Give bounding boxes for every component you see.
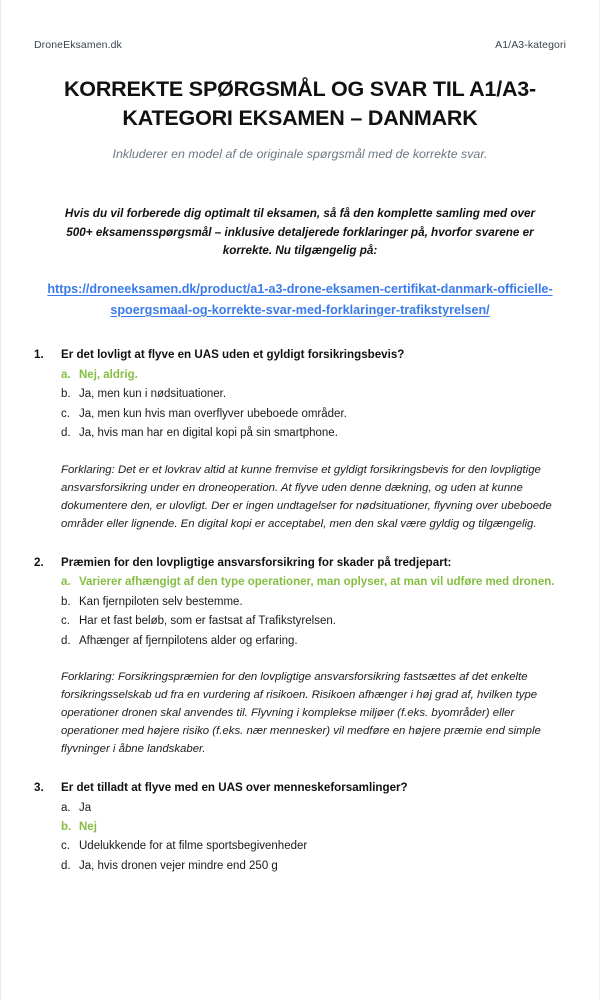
answer-option-correct[interactable] [61, 818, 566, 837]
answer-option[interactable] [61, 424, 566, 443]
question-list [34, 346, 566, 876]
product-link[interactable]: https://droneeksamen.dk/product/a1-a3-drone-eksamen-certifikat-danmark-officielle-spoergsmaal-og-korrekte-svar-med-forklaringer-trafikstyrelsen/ [47, 282, 553, 317]
header-category-label: A1/A3-kategori [495, 39, 566, 51]
question-text: Er det lovligt at flyve en UAS uden et gyldigt forsikringsbevis? [61, 348, 405, 362]
question-block [34, 779, 566, 876]
answer-option-letter: a. [61, 576, 71, 589]
answer-option-list [61, 366, 566, 444]
answer-option-text: Ja, hvis man har en digital kopi på sin smartphone. [79, 427, 338, 440]
answer-option-text: Har et fast beløb, som er fastsat af Trafikstyrelsen. [79, 615, 336, 628]
answer-option-text: Kan fjernpiloten selv bestemme. [79, 595, 243, 608]
answer-option[interactable] [61, 632, 566, 651]
answer-option[interactable] [61, 857, 566, 876]
answer-option-text: Ja, men kun i nødsituationer. [79, 388, 227, 401]
answer-option-text: Ja [79, 801, 92, 814]
answer-option-text: Ja, men kun hvis man overflyver ubeboede områder. [79, 407, 347, 420]
question-block [34, 346, 566, 553]
answer-option-text: Nej [79, 820, 97, 833]
answer-option-letter: b. [61, 388, 71, 401]
page-title: KORREKTE SPØRGSMÅL OG SVAR TIL A1/A3-KATEGORI EKSAMEN – DANMARK [63, 77, 537, 130]
question-heading [34, 554, 566, 571]
answer-option[interactable] [61, 799, 566, 818]
answer-option[interactable] [61, 612, 566, 631]
block-spacer [34, 533, 566, 554]
answer-option-letter: a. [61, 368, 71, 381]
explanation-text: Forklaring: Det er et lovkrav altid at kunne fremvise et gyldigt forsikringsbevis for den lovpligtige ansvarsforsikring under en droneoperation. At flyve uden denne dækning, og uden at kunne dokumentere den, er ulovligt. Der er ingen undtagelser for nødsituationer, flyvning over ubeboede områder eller lignende. En digital kopi er acceptabel, men den skal være gyldig og tilgængelig. [61, 463, 552, 530]
question-number: 3. [34, 781, 44, 795]
answer-option[interactable] [61, 837, 566, 856]
page-subtitle: Inkluderer en model af de originale spørgsmål med de korrekte svar. [112, 147, 488, 162]
answer-option-text: Afhænger af fjernpilotens alder og erfaring. [79, 634, 298, 647]
answer-option[interactable] [61, 405, 566, 424]
question-text: Er det tilladt at flyve med en UAS over menneskeforsamlinger? [61, 781, 408, 795]
answer-option-correct[interactable] [61, 573, 566, 592]
answer-option-letter: d. [61, 859, 71, 872]
answer-option-letter: d. [61, 427, 71, 440]
header-site-name: DroneEksamen.dk [34, 39, 122, 51]
answer-option-list [61, 799, 566, 877]
answer-option-text: Varierer afhængigt af den type operationer, man oplyser, at man vil udføre med dronen. [79, 576, 555, 589]
answer-option-correct[interactable] [61, 366, 566, 385]
explanation-text: Forklaring: Forsikringspræmien for den lovpligtige ansvarsforsikring fastsættes af det enkelte forsikringsselskab ud fra en vurdering af risikoen. Risikoen afhænger i høj grad af, hvilken type operationer dronen skal anvendes til. Flyvning i komplekse miljøer (f.eks. byområder) eller operationer med højere risiko (f.eks. nær mennesker) vil medføre en højere præmie end simple flyvninger i åbne landskaber. [61, 671, 541, 756]
promo-paragraph: Hvis du vil forberede dig optimalt til eksamen, så få den komplette samling med over 500+ eksamensspørgsmål – inklusive detaljerede forklaringer på, hvorfor svarene er korrekte. Nu tilgængelig på: [64, 206, 536, 258]
answer-option-letter: d. [61, 634, 71, 647]
running-header [34, 0, 566, 51]
answer-option-letter: a. [61, 801, 71, 814]
question-heading [34, 346, 566, 363]
answer-option-letter: b. [61, 820, 72, 833]
answer-option-list [61, 573, 566, 651]
answer-option-letter: c. [61, 840, 70, 853]
answer-option[interactable] [61, 385, 566, 404]
answer-option-text: Nej, aldrig. [79, 368, 138, 381]
block-spacer [34, 758, 566, 779]
question-number: 1. [34, 348, 44, 362]
question-number: 2. [34, 555, 44, 569]
question-block [34, 554, 566, 779]
answer-option-text: Udelukkende for at filme sportsbegivenheder [79, 840, 308, 853]
answer-option-letter: c. [61, 407, 70, 420]
question-heading [34, 779, 566, 796]
question-text: Præmien for den lovpligtige ansvarsforsikring for skader på tredjepart: [61, 555, 452, 569]
answer-option-letter: b. [61, 595, 71, 608]
answer-option[interactable] [61, 593, 566, 612]
answer-option-text: Ja, hvis dronen vejer mindre end 250 g [79, 859, 278, 872]
answer-option-letter: c. [61, 615, 70, 628]
